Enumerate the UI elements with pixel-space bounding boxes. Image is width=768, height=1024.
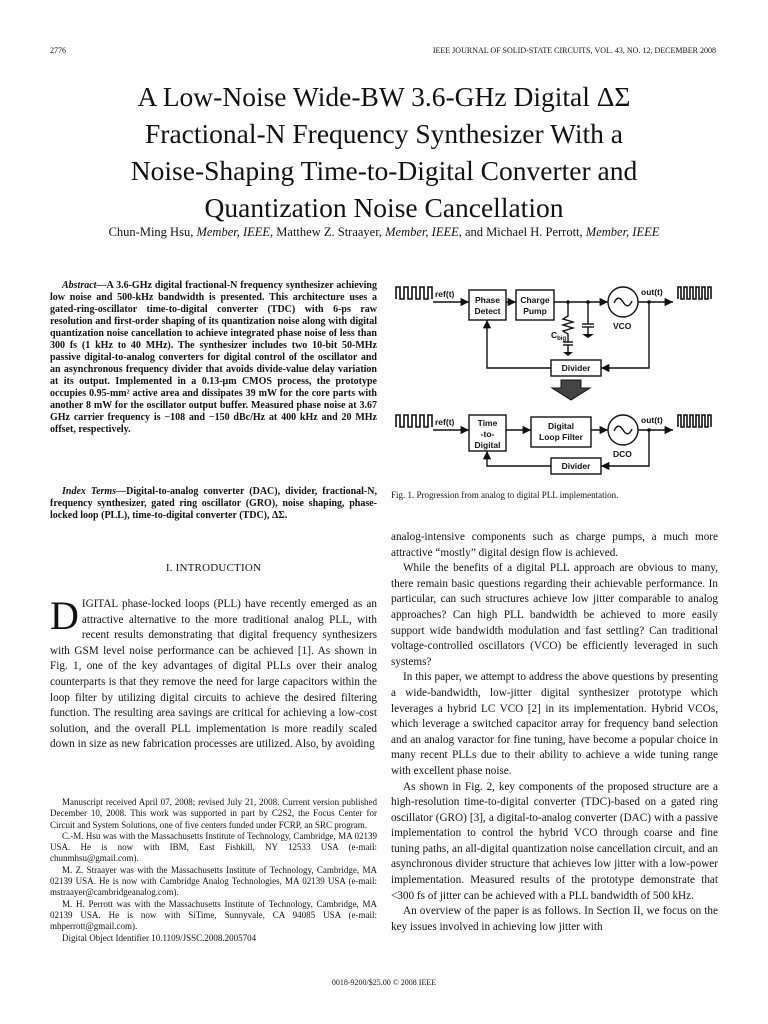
paper-title [30,78,738,226]
intro-paragraph [50,593,377,753]
paragraph: As shown in Fig. 2, key components of the proposed structure are a high-resolution time-to-digital converter (TDC)-based on a gated ring oscillator (GRO) [3], a digital-to-analog converter (DAC) with a passive implementation to control the hybrid VCO through coarse and fine tuning paths, an all-digital quantization noise cancellation circuit, and an asynchronous divider structure that achieves low jitter with a low-power implementation. Measured results of the prototype demonstrate that <300 fs of jitter can be achieved with a PLL bandwidth of 500 kHz. [391,780,718,902]
title-line: A Low-Noise Wide-BW 3.6-GHz Digital ΔΣ [137,81,631,112]
footnote-author-2: M. Z. Straayer was with the Massachusetts Institute of Technology, Cambridge, MA 02139 USA. He is now with Cambridge Analog Technologies, MA 02139 USA (e-mail: mstraayer@cambridgeanalog.com). [50,864,377,898]
author-role: Member, IEEE [585,225,660,239]
progression-arrow [552,380,590,400]
tdc-label-2: -to- [480,429,495,439]
dco-label: DCO [613,449,632,459]
out-waveform-bottom [678,415,711,427]
footnote-manuscript: Manuscript received April 07, 2008; revised July 21, 2008. Current version published December 10, 2008. This work was supported in part by C2S2, the Focus Center for Circuit and System Solutions, one of five centers funded under FCRP, an SRC program. [50,797,377,830]
title-line: Fractional-N Frequency Synthesizer With a [145,118,623,149]
abstract [50,280,377,436]
charge-pump-label-1: Charge [520,295,550,305]
ref-label-top: ref(t) [435,289,455,299]
footnote [50,797,377,944]
abstract-label: Abstract— [62,280,107,291]
paragraph: In this paper, we attempt to address the above questions by presenting a wide-bandwidth, low-jitter digital synthesizer prototype which leverages a hybrid LC VCO [2] in its implementation. Hybrid VCOs, which leverage a switched capacitor array for frequency band selection and an analog varactor for fine tuning, have become a popular choice in many recent PLLs due to their ability to achieve a wide tuning range with excellent phase noise. [391,671,718,777]
dco-sine-icon [614,426,632,434]
ref-waveform-bottom [396,415,432,427]
paragraph: analog-intensive components such as charge pumps, a much more attractive “mostly” digital design flow is achieved. [391,531,718,559]
author-role: Member, IEEE, [385,225,462,239]
ref-waveform-top [396,287,432,299]
vco-sine-icon [614,298,632,306]
drop-cap: D [50,593,79,638]
page-number: 2776 [50,46,66,55]
title-line: Noise-Shaping Time-to-Digital Converter and [130,155,638,186]
out-label-top: out(t) [641,287,663,297]
index-terms [50,486,377,522]
footnote-doi: Digital Object Identifier 10.1109/JSSC.2008.2005704 [62,932,257,943]
phase-detect-label-1: Phase [474,295,501,305]
dlf-label-1: Digital [548,421,574,431]
phase-detect-label-2: Detect [474,306,501,316]
copyright-line: 0018-9200/$25.00 © 2008 IEEE [331,978,437,987]
author-list [30,225,738,240]
intro-text: IGITAL phase-locked loops (PLL) have recently emerged as an attractive alternative to the more traditional analog PLL, with recent results demonstrating that digital frequency synthesizers with GSM level noise performance can be achieved [1]. As shown in Fig. 1, one of the key advantages of digital PLLs over their analog counterparts is that they remove the need for large capacitors within the loop filter by utilizing digital circuits to achieve the desired filtering function. The resulting area savings are critical for achieving a low-cost solution, and the overall PLL implementation is more readily scaled down in size as new fabrication processes are utilized. Also, by avoiding [50,598,377,751]
paragraph: An overview of the paper is as follows. In Section II, we focus on the key issues involved in achieving low jitter with [391,905,718,933]
vco-label: VCO [613,321,632,331]
author-name: Matthew Z. Straayer, [276,225,383,239]
author-role: Member, IEEE, [196,225,274,239]
author-name: Chun-Ming Hsu, [108,225,194,239]
cbig-label: $C_{big}$ [551,330,567,342]
abstract-text: A 3.6-GHz digital fractional-N frequency synthesizer achieving low noise and 500-kHz bandwidth is presented. This architecture uses a gated-ring-oscillator time-to-digital converter (TDC) with 6-ps raw resolution and first-order shaping of its quantization noise along with digital quantization noise cancellation to achieve integrated phase noise of less than 300 fs (1 kHz to 40 MHz). The synthesizer includes two 10-bit 50-MHz passive digital-to-analog converters for digital control of the oscillator and an asynchronous frequency divider that avoids divide-value delay variation at its output. Implemented in a 0.13-μm CMOS process, the prototype occupies 0.95-mm² active area and dissipates 39 mW for the core parts with another 8 mW for the oscillator output buffer. Measured phase noise at 3.67 GHz carrier frequency is −108 and −150 dBc/Hz at 400 kHz and 20 MHz offset, respectively. [50,280,377,435]
index-terms-label: Index Terms— [62,486,127,497]
paragraph: While the benefits of a digital PLL approach are obvious to many, there remain basic questions regarding their achievable performance. In particular, can such structures achieve low jitter comparable to analog approaches? Can high PLL bandwidth be achieved to more easily support wide bandwidth modulation and fast settling? Can traditional voltage-controlled oscillators (VCO) be efficiently leveraged in such systems? [391,562,718,668]
tdc-label-1: Time [477,418,498,428]
tdc-label-3: Digital [474,440,501,450]
out-label-bottom: out(t) [641,415,663,425]
footnote-author-3: M. H. Perrott was with the Massachusetts Institute of Technology, Cambridge, MA 02139 USA. He is now with SiTime, Sunnyvale, CA 94085 USA (e-mail: mhperrott@gmail.com). [50,898,377,932]
section-heading: I. INTRODUCTION [165,562,262,574]
author-name: and Michael H. Perrott, [464,225,583,239]
dlf-label-2: Loop Filter [539,432,583,442]
footnote-author-1: C.-M. Hsu was with the Massachusetts Institute of Technology, Cambridge, MA 02139 USA. He is now with IBM, East Fishkill, NY 12533 USA (e-mail: chunmhsu@gmail.com). [50,830,377,864]
divider-label-bottom: Divider [561,461,591,471]
figure-1-caption: Fig. 1. Progression from analog to digital PLL implementation. [391,490,619,500]
journal-header: IEEE JOURNAL OF SOLID-STATE CIRCUITS, VOL. 43, NO. 12, DECEMBER 2008 [432,46,716,55]
divider-label-top: Divider [561,363,591,373]
charge-pump-label-2: Pump [523,306,547,316]
figure-1-diagram [391,272,721,482]
title-line: Quantization Noise Cancellation [204,192,564,223]
right-column-text [391,530,718,935]
ref-label-bottom: ref(t) [435,417,455,427]
out-waveform-top [678,287,711,299]
index-terms-text: Digital-to-analog converter (DAC), divider, fractional-N, frequency synthesizer, gated ring oscillator (GRO), noise shaping, phase-locked loop (PLL), time-to-digital converter (TDC), ΔΣ. [50,486,377,521]
